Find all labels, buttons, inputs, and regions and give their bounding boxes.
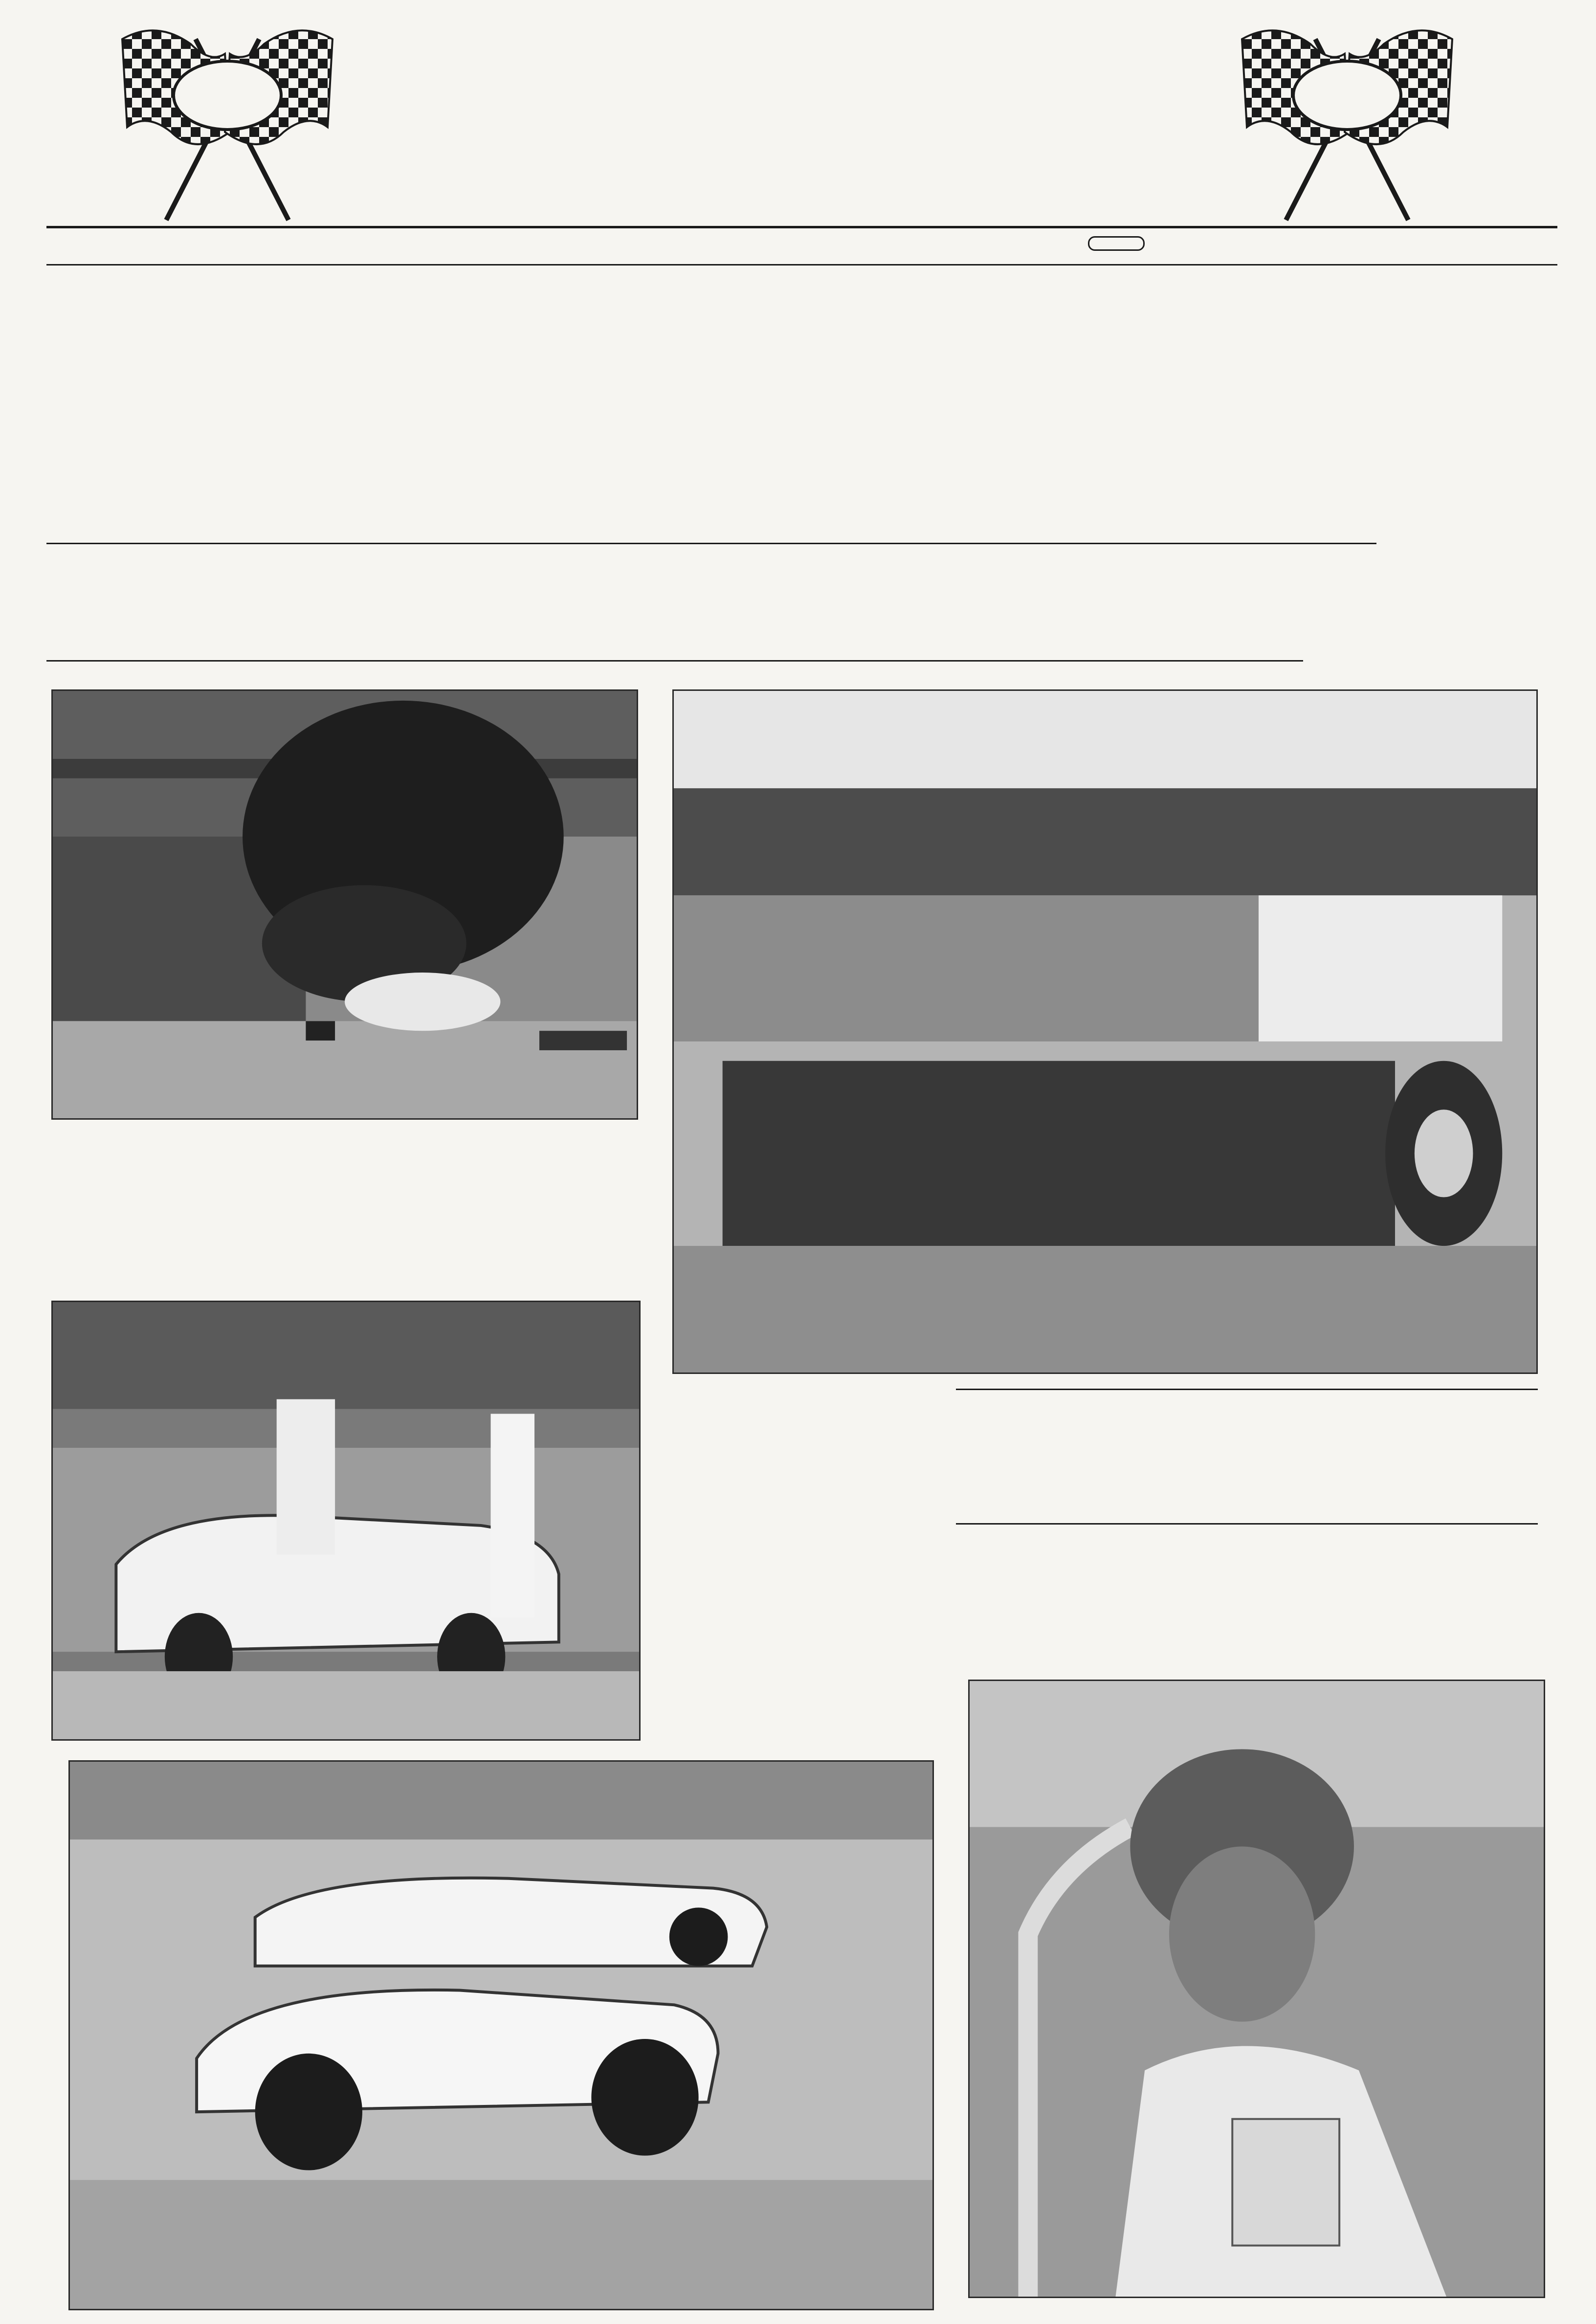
masthead-rule-top [46,226,1557,228]
mrn-flags-logo-left [112,10,342,225]
caption-fireball [51,1143,623,1152]
photo-eddie-sachs [968,1680,1545,2298]
union-bug-icon [1088,236,1145,251]
headline-rule-2 [46,660,1303,662]
photo-ward-foyt-race [68,1760,934,2310]
mrn-flags-logo-right [1232,10,1462,225]
photo-wreck-aftermath [672,689,1538,1374]
headline-rule-1 [46,543,1376,544]
photo-pace-car [51,1301,641,1741]
photo-fireball-crash [51,689,638,1120]
wreck-caption-rule [956,1389,1538,1390]
union-label [1088,234,1150,253]
caption-wreck [966,1403,1533,1412]
sachs-intro-rule [956,1523,1538,1525]
masthead-rule-bottom [46,264,1557,266]
caption-pace-car [658,1479,936,1488]
sachs-intro [966,1533,1533,1542]
